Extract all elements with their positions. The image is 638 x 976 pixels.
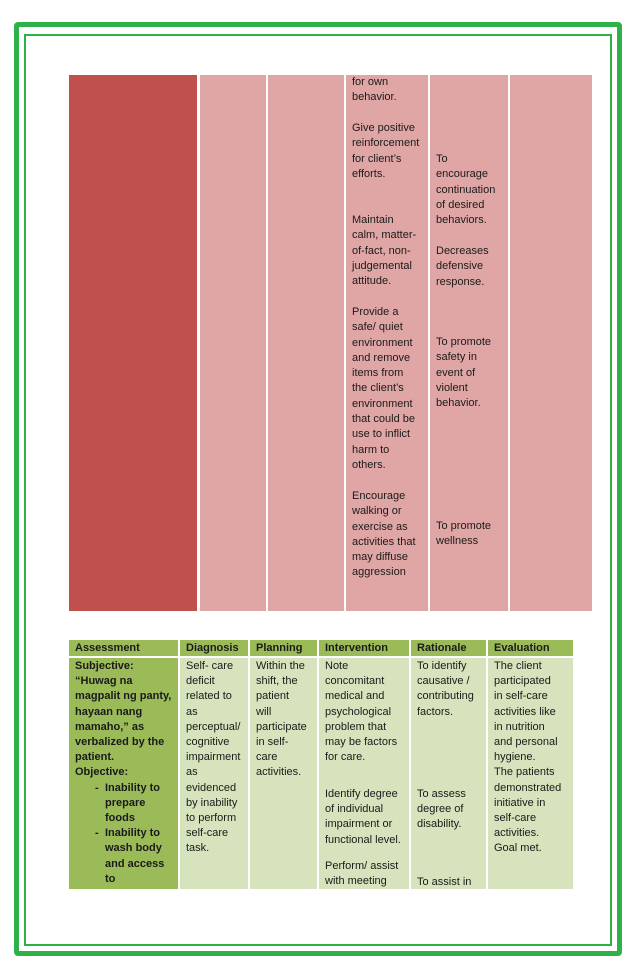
intervention-column <box>346 75 428 611</box>
header-intervention: Intervention <box>319 640 409 656</box>
header-assessment: Assessment <box>69 640 178 656</box>
subjective-quote: “Huwag na magpalit ng panty, hayaan nang mamaho,” as verbalized by the patient. <box>75 675 172 764</box>
intervention-block: Encourage walking or exercise as activities that may diffuse aggression <box>352 490 416 579</box>
rationale-block: To assist in <box>417 876 472 888</box>
care-plan-continuation-table <box>69 75 592 611</box>
header-rationale: Rationale <box>411 640 486 656</box>
assessment-column <box>69 75 197 611</box>
rationale-cell <box>411 658 486 889</box>
rationale-block: Decreases defensive response. <box>436 245 489 288</box>
planning-cell: Within the shift, the patient will participate in self- care activities. <box>250 658 317 889</box>
intervention-block: Provide a safe/ quiet environment and remove items from the client’s environment that could be use to inflict harm to others. <box>352 306 415 471</box>
intervention-block: Give positive reinforcement for client’s efforts. <box>352 122 420 180</box>
intervention-block: Note concomitant medical and psychological problem that may be factors for care. <box>325 660 398 764</box>
intervention-cell <box>319 658 409 889</box>
objective-label: Objective: <box>75 766 129 779</box>
rationale-column <box>430 75 508 611</box>
rationale-block: To promote safety in event of violent behavior. <box>436 336 492 410</box>
header-diagnosis: Diagnosis <box>180 640 248 656</box>
diagnosis-column <box>200 75 266 611</box>
intervention-block: Identify degree of individual impairment or functional level. <box>325 788 401 846</box>
rationale-block: To identify causative / contributing factors. <box>417 660 474 718</box>
assessment-cell <box>69 658 178 889</box>
subjective-label: Subjective: <box>75 660 134 672</box>
rationale-block: To encourage continuation of desired behaviors. <box>436 153 496 227</box>
diagnosis-cell: Self- care deficit related to as perceptual/ cognitive impairment as evidenced by inability to perform self-care task. <box>180 658 248 889</box>
intervention-block: Maintain calm, matter- of-fact, non- judgemental attitude. <box>352 214 417 288</box>
header-planning: Planning <box>250 640 317 656</box>
evaluation-column <box>510 75 592 611</box>
list-item: - Inability to prepare foods <box>95 781 160 825</box>
objective-list <box>75 781 174 887</box>
evaluation-cell: The client participated in self-care activities like in nutrition and personal hygiene. The patients demonstrated initiative in self-care activities. Goal met. <box>488 658 573 889</box>
rationale-block: To assess degree of disability. <box>417 788 466 831</box>
list-item: - Inability to wash body and access to <box>95 827 165 885</box>
planning-column <box>268 75 344 611</box>
intervention-block: for own behavior. <box>352 76 397 104</box>
header-evaluation: Evaluation <box>488 640 573 656</box>
rationale-block: To promote wellness <box>436 520 492 548</box>
intervention-block: Perform/ assist with meeting <box>325 860 399 888</box>
